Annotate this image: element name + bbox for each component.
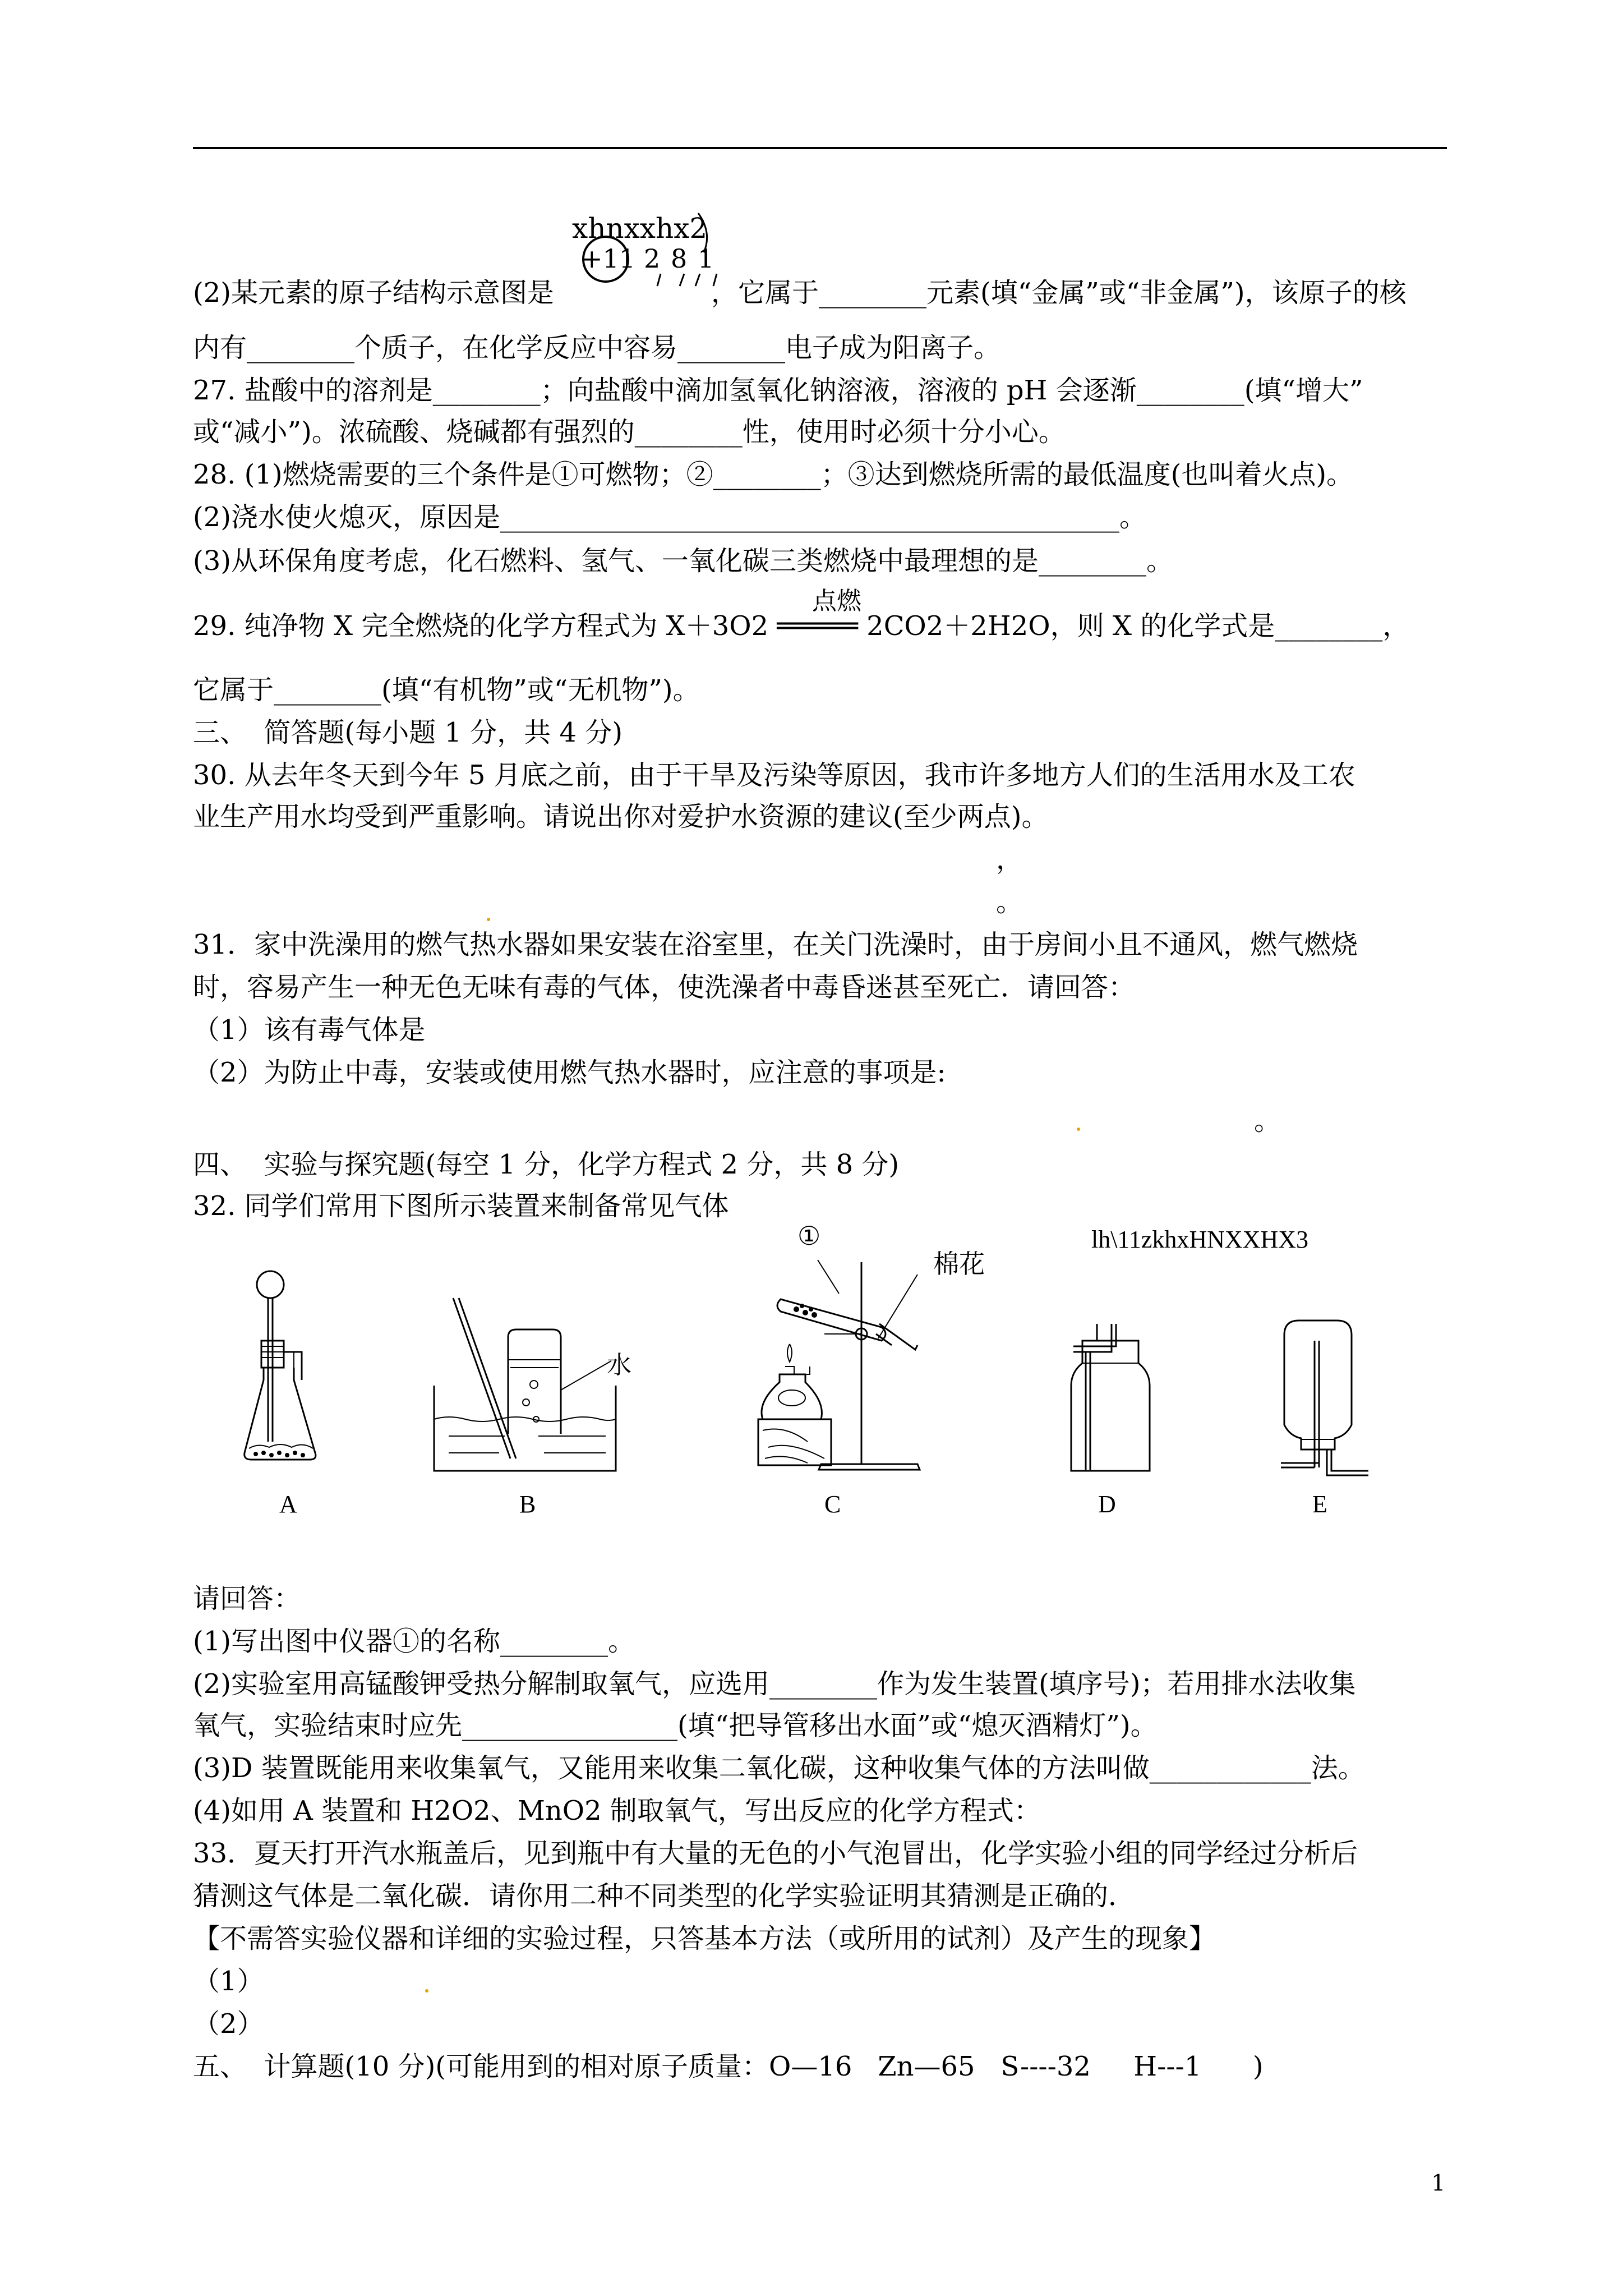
- q32-part2-line2: 氧气，实验结束时应先________________(填“把导管移出水面”或“熄灭酒精灯”)。: [193, 1710, 1158, 1741]
- q32-part4: (4)如用 A 装置和 H2O2、MnO2 制取氧气，写出反应的化学方程式：: [193, 1795, 1041, 1826]
- q31-period: 。: [1254, 1105, 1281, 1137]
- q28-part2: (2)浇水使火熄灭，原因是______________________________________________。: [193, 501, 1146, 533]
- label-d: D: [1098, 1490, 1116, 1518]
- atom-overlay-text: xhnxxhx2: [572, 212, 708, 245]
- figure-cotton-label: 棉花: [933, 1249, 985, 1279]
- section-4-heading: 四、 实验与探究题(每空 1 分，化学方程式 2 分，共 8 分): [193, 1149, 900, 1180]
- apparatus-e-inverted-bottle: [1273, 1313, 1374, 1481]
- label-a: A: [279, 1490, 297, 1518]
- stray-dot-1: [487, 918, 490, 921]
- q33-line2: 猜测这气体是二氧化碳．请你用二种不同类型的化学实验证明其猜测是正确的．: [193, 1880, 1136, 1912]
- q32-intro: 32. 同学们常用下图所示装置来制备常见气体: [193, 1190, 729, 1222]
- q29-line2: 它属于________(填“有机物”或“无机物”)。: [193, 674, 700, 706]
- atom-nucleus: +11: [581, 243, 636, 274]
- section-5-heading: 五、 计算题(10 分)(可能用到的相对原子质量：O—16 Zn—65 S----32 H---1 ): [193, 2051, 1264, 2082]
- q30-comma: ，: [996, 844, 1023, 875]
- q33-note: 【不需答实验仪器和详细的实验过程，只答基本方法（或所用的试剂）及产生的现象】: [193, 1923, 1216, 1954]
- q27-line1: 27. 盐酸中的溶剂是________；向盐酸中滴加氢氧化钠溶液，溶液的 pH 会逐渐________(填“增大”: [193, 375, 1363, 406]
- atom-shell-1: 2: [644, 243, 661, 274]
- figure-watermark: lh\11zkhxHNXXHX3: [1091, 1226, 1308, 1253]
- stray-dot-3: [425, 1989, 428, 1993]
- apparatus-b-water-trough: [426, 1296, 628, 1475]
- q31-part2: （2）为防止中毒，安装或使用燃气热水器时，应注意的事项是:: [193, 1057, 946, 1088]
- q32-please-answer: 请回答：: [193, 1583, 301, 1614]
- q33-line1: 33．夏天打开汽水瓶盖后，见到瓶中有大量的无色的小气泡冒出，化学实验小组的同学经过分析后: [193, 1838, 1358, 1869]
- q29-line1: 29. 纯净物 X 完全燃烧的化学方程式为 X＋3O2 ═════ 2CO2＋2H2O，则 X 的化学式是________，: [193, 610, 1410, 642]
- q31-line1: 31．家中洗澡用的燃气热水器如果安装在浴室里，在关门洗澡时，由于房间小且不通风，燃气燃烧: [193, 929, 1358, 960]
- label-c: C: [824, 1490, 841, 1518]
- q29-condition: 点燃: [812, 587, 861, 615]
- q26-2-line1a: (2)某元素的原子结构示意图是: [193, 277, 554, 309]
- apparatus-c-heating: [751, 1240, 965, 1481]
- header-rule: [193, 147, 1447, 149]
- apparatus-d-gas-bottle: [1066, 1318, 1155, 1481]
- q26-2-line2: 内有________个质子，在化学反应中容易________电子成为阳离子。: [193, 332, 1001, 364]
- q33-part2: （2）: [193, 2008, 264, 2040]
- atom-shell-3: 1: [698, 243, 714, 274]
- q32-part3: (3)D 装置既能用来收集氧气，又能用来收集二氧化碳，这种收集气体的方法叫做____________法。: [193, 1752, 1365, 1784]
- q28-part1: 28. (1)燃烧需要的三个条件是①可燃物；②________；③达到燃烧所需的最低温度(也叫着火点)。: [193, 459, 1354, 490]
- q32-part1: (1)写出图中仪器①的名称________。: [193, 1626, 635, 1657]
- q30-line2: 业生产用水均受到严重影响。请说出你对爱护水资源的建议(至少两点)。: [193, 801, 1049, 832]
- page-number: 1: [1431, 2170, 1446, 2196]
- section-3-heading: 三、 简答题(每小题 1 分，共 4 分): [193, 717, 623, 748]
- q32-part2-line1: (2)实验室用高锰酸钾受热分解制取氧气，应选用________作为发生装置(填序号)；若用排水法收集: [193, 1668, 1356, 1700]
- q31-part1: （1）该有毒气体是: [193, 1014, 426, 1046]
- label-e: E: [1312, 1490, 1327, 1518]
- q30-line1: 30. 从去年冬天到今年 5 月底之前，由于干旱及污染等原因，我市许多地方人们的生活用水及工农: [193, 760, 1355, 791]
- q33-part1: （1）: [193, 1966, 264, 1997]
- q26-2-line1b: ，它属于________元素(填“金属”或“非金属”)，该原子的核: [711, 277, 1407, 309]
- atom-shell-2: 8: [671, 243, 688, 274]
- label-b: B: [519, 1490, 536, 1518]
- q27-line2: 或“减小”)。浓硫酸、烧碱都有强烈的________性，使用时必须十分小心。: [193, 416, 1066, 448]
- q31-line2: 时，容易产生一种无色无味有毒的气体，使洗澡者中毒昏迷甚至死亡．请回答：: [193, 972, 1136, 1003]
- figure-water-label: 水: [607, 1351, 631, 1379]
- figure-circle-one: ①: [797, 1221, 821, 1251]
- apparatus-a-flask: [236, 1268, 336, 1481]
- stray-dot-2: [1077, 1128, 1080, 1131]
- q28-part3: (3)从环保角度考虑，化石燃料、氢气、一氧化碳三类燃烧中最理想的是________。: [193, 545, 1173, 577]
- q30-period: 。: [996, 886, 1023, 918]
